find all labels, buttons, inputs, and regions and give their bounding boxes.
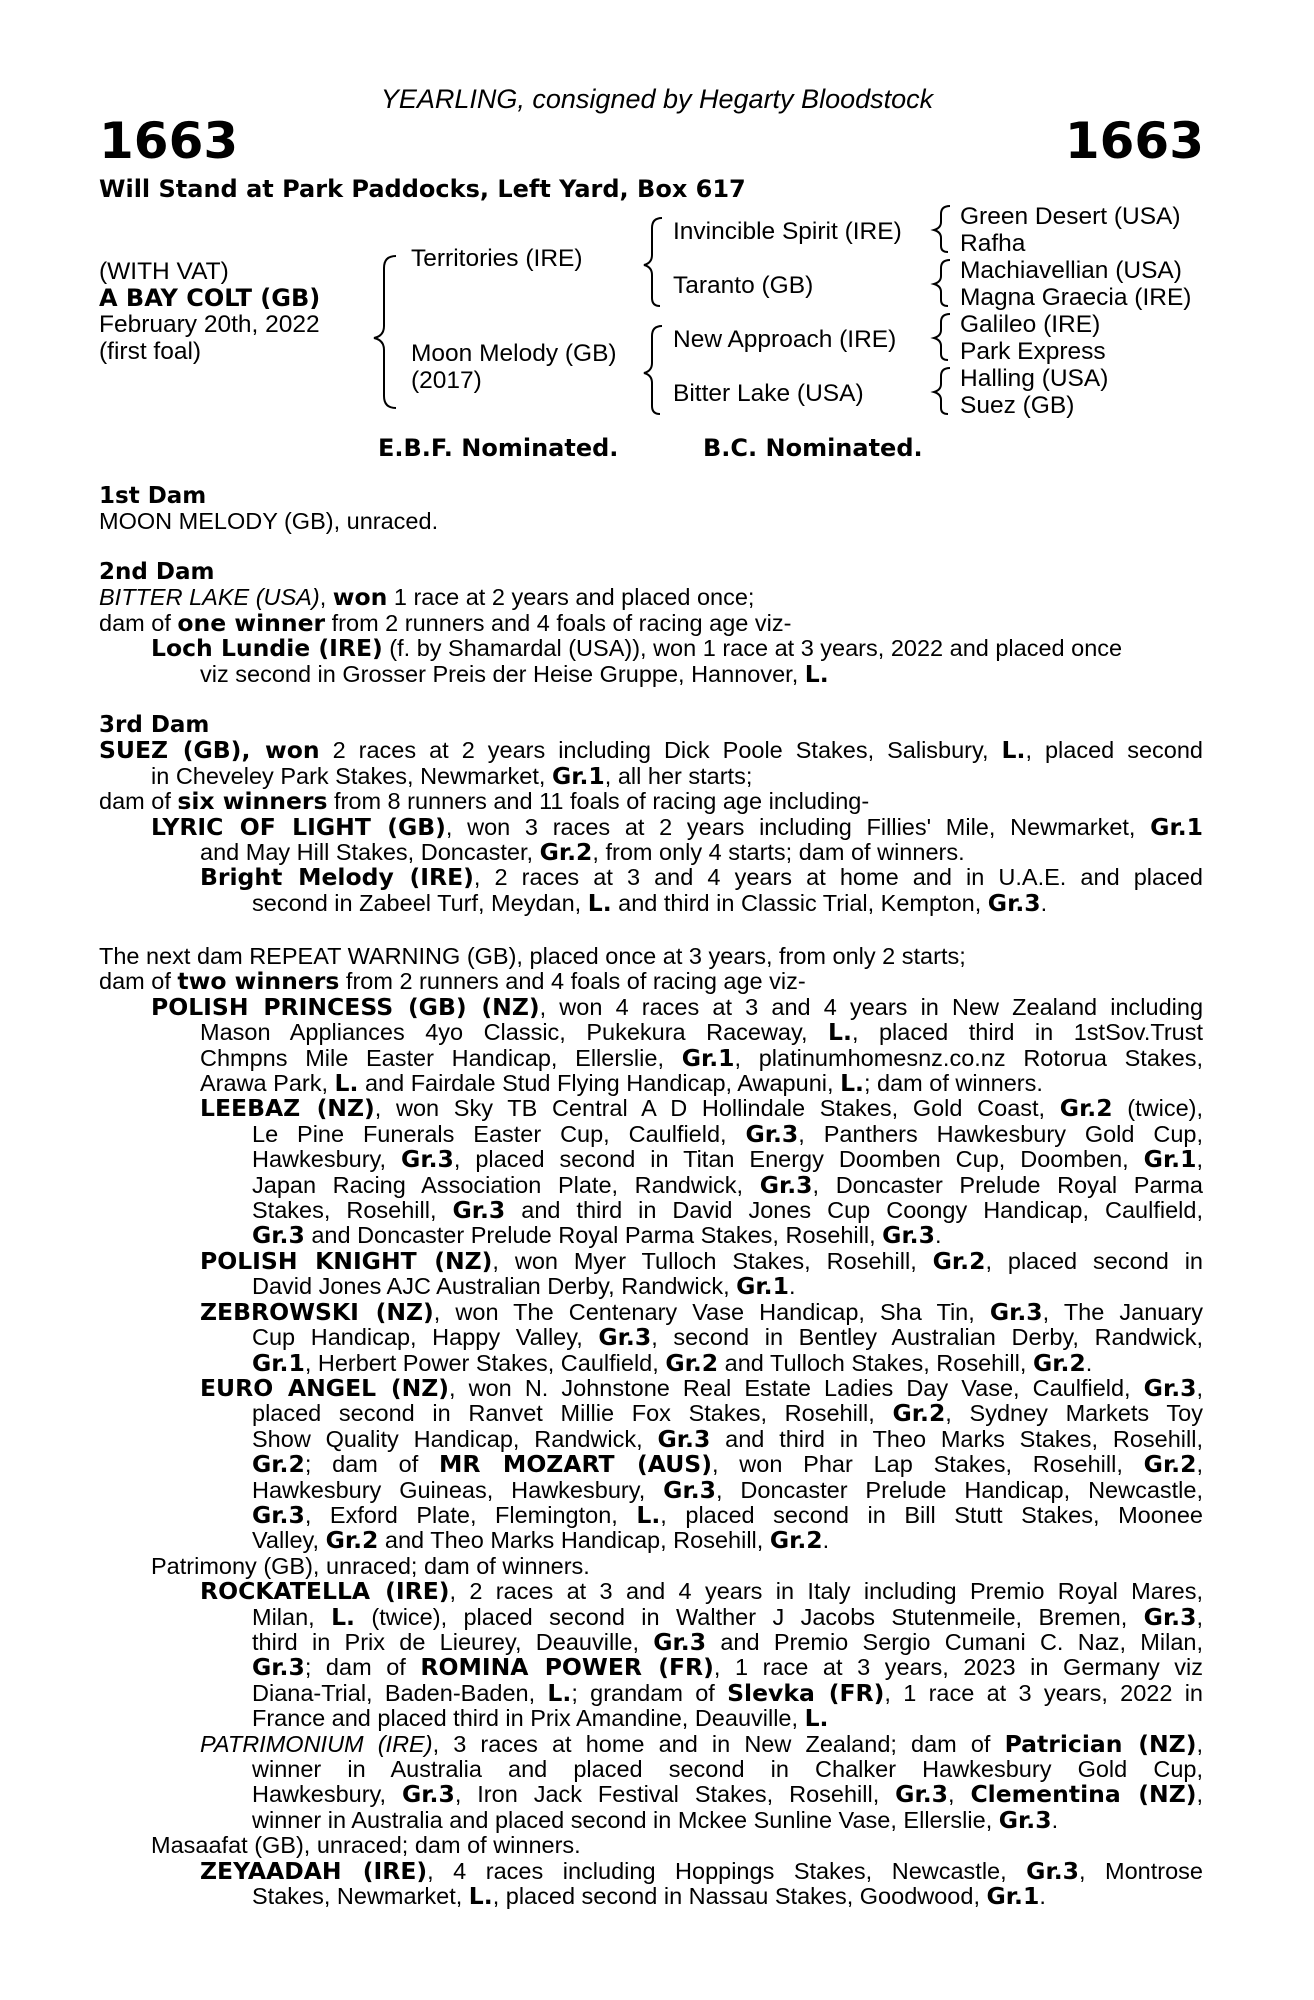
second-dam-line-2: dam of one winner from 2 runners and 4 foals of racing age viz- xyxy=(99,608,792,637)
third-dam-line-1: SUEZ (GB), won 2 races at 2 years including Dick Poole Stakes, Salisbury, L., placed second xyxy=(99,736,1203,765)
dam-dam: Bitter Lake (USA) xyxy=(673,380,864,407)
ebf-nomination: E.B.F. Nominated. xyxy=(378,434,619,462)
progeny-lyric-of-light-cont: and May Hill Stakes, Doncaster, Gr.2, from only 4 starts; dam of winners. xyxy=(200,838,965,867)
third-dam-section xyxy=(99,713,1203,916)
leebaz-l6: Gr.3 and Doncaster Prelude Royal Parma Stakes, Rosehill, Gr.3. xyxy=(252,1221,942,1250)
stand-location: Will Stand at Park Paddocks, Left Yard, Box 617 xyxy=(99,175,746,203)
polish-princess-l4: Arawa Park, L. and Fairdale Stud Flying Handicap, Awapuni, L.; dam of winners. xyxy=(200,1069,1043,1098)
horse-name: A BAY COLT (GB) xyxy=(99,284,321,312)
dam-sire: New Approach (IRE) xyxy=(673,326,897,353)
next-dam-line-1: The next dam REPEAT WARNING (GB), placed once at 3 years, from only 2 starts; xyxy=(99,943,966,969)
ancestor-3: Machiavellian (USA) xyxy=(960,257,1182,284)
progeny-polish-princess: POLISH PRINCESS (GB) (NZ), won 4 races at 3 and 4 years in New Zealand including xyxy=(151,992,1204,1021)
zeyaadah-l2: Stakes, Newmarket, L., placed second in Nassau Stakes, Goodwood, Gr.1. xyxy=(252,1882,1046,1911)
ancestor-2: Rafha xyxy=(960,230,1026,257)
ancestor-8: Suez (GB) xyxy=(960,392,1075,419)
sire-sire: Invincible Spirit (IRE) xyxy=(673,218,902,245)
lot-number-right: 1663 xyxy=(1064,112,1204,170)
patrimonium-l2: winner in Australia and placed second in Chalker Hawkesbury Gold Cup, xyxy=(252,1756,1203,1782)
patrimonium-l3: Hawkesbury, Gr.3, Iron Jack Festival Stakes, Rosehill, Gr.3, Clementina (NZ), xyxy=(252,1780,1204,1809)
first-dam-section xyxy=(99,484,1203,535)
masaafat-line: Masaafat (GB), unraced; dam of winners. xyxy=(151,1832,581,1859)
third-dam-title: 3rd Dam xyxy=(99,712,210,738)
consignment-subtitle: YEARLING, consigned by Hegarty Bloodstock xyxy=(380,84,934,114)
euro-angel-l6: Gr.3, Exford Plate, Flemington, L., placed second in Bill Stutt Stakes, Moonee xyxy=(252,1500,1204,1529)
next-dam-section xyxy=(99,944,1203,1909)
progeny-patrimonium: PATRIMONIUM (IRE), 3 races at home and in New Zealand; dam of Patrician (NZ), xyxy=(200,1729,1203,1758)
third-dam-line-2: in Cheveley Park Stakes, Newmarket, Gr.1, all her starts; xyxy=(151,761,753,790)
dam-year: (2017) xyxy=(411,367,482,394)
euro-angel-l3: Show Quality Handicap, Randwick, Gr.3 and third in Theo Marks Stakes, Rosehill, xyxy=(252,1424,1203,1453)
vat-note: (WITH VAT) xyxy=(99,258,229,285)
dam-name: Moon Melody (GB) xyxy=(411,340,617,367)
progeny-bright-melody: Bright Melody (IRE), 2 races at 3 and 4 years at home and in U.A.E. and placed xyxy=(200,863,1203,892)
third-dam-line-3: dam of six winners from 8 runners and 11 foals of racing age including- xyxy=(99,787,870,816)
leebaz-l2: Le Pine Funerals Easter Cup, Caulfield, Gr.3, Panthers Hawkesbury Gold Cup, xyxy=(252,1119,1203,1148)
ancestor-4: Magna Graecia (IRE) xyxy=(960,284,1192,311)
rockatella-l3: third in Prix de Lieurey, Deauville, Gr.3 and Premio Sergio Cumani C. Naz, Milan, xyxy=(252,1627,1203,1656)
ancestor-5: Galileo (IRE) xyxy=(960,311,1101,338)
leebaz-l5: Stakes, Rosehill, Gr.3 and third in David Jones Cup Coongy Handicap, Caulfield, xyxy=(252,1196,1203,1225)
next-dam-line-2: dam of two winners from 2 runners and 4 foals of racing age viz- xyxy=(99,967,806,996)
zebrowski-l2: Cup Handicap, Happy Valley, Gr.3, second in Bentley Australian Derby, Randwick, xyxy=(252,1323,1203,1352)
patrimony-line: Patrimony (GB), unraced; dam of winners. xyxy=(151,1552,590,1579)
progeny-lyric-of-light: LYRIC OF LIGHT (GB), won 3 races at 2 years including Fillies' Mile, Newmarket, Gr.1 xyxy=(151,812,1203,841)
progeny-euro-angel: EURO ANGEL (NZ), won N. Johnstone Real Estate Ladies Day Vase, Caulfield, Gr.3, xyxy=(200,1373,1204,1402)
ancestor-1: Green Desert (USA) xyxy=(960,203,1181,230)
ancestor-6: Park Express xyxy=(960,338,1106,365)
progeny-loch-lundie: Loch Lundie (IRE) (f. by Shamardal (USA)), won 1 race at 3 years, 2022 and placed once xyxy=(151,634,1123,663)
progeny-zebrowski: ZEBROWSKI (NZ), won The Centenary Vase Handicap, Sha Tin, Gr.3, The January xyxy=(200,1297,1204,1326)
polish-princess-l3: Chmpns Mile Easter Handicap, Ellerslie, Gr.1, platinumhomesnz.co.nz Rotorua Stakes, xyxy=(200,1043,1204,1072)
progeny-loch-lundie-cont: viz second in Grosser Preis der Heise Gruppe, Hannover, L. xyxy=(200,659,829,688)
euro-angel-l2: placed second in Ranvet Millie Fox Stakes, Rosehill, Gr.2, Sydney Markets Toy xyxy=(252,1399,1203,1428)
second-dam-title: 2nd Dam xyxy=(99,559,215,585)
foaling-date: February 20th, 2022 xyxy=(99,311,320,338)
euro-angel-l7: Valley, Gr.2 and Theo Marks Handicap, Rosehill, Gr.2. xyxy=(252,1526,830,1555)
first-dam-title: 1st Dam xyxy=(99,483,207,509)
rockatella-l6: France and placed third in Prix Amandine, Deauville, L. xyxy=(252,1704,829,1733)
polish-knight-l2: David Jones AJC Australian Derby, Randwick, Gr.1. xyxy=(252,1272,796,1301)
progeny-leebaz: LEEBAZ (NZ), won Sky TB Central A D Hollindale Stakes, Gold Coast, Gr.2 (twice), xyxy=(200,1094,1204,1123)
euro-angel-l5: Hawkesbury Guineas, Hawkesbury, Gr.3, Doncaster Prelude Handicap, Newcastle, xyxy=(252,1475,1203,1504)
progeny-rockatella: ROCKATELLA (IRE), 2 races at 3 and 4 years in Italy including Premio Royal Mares, xyxy=(200,1577,1204,1606)
second-dam-line-1: BITTER LAKE (USA), won 1 race at 2 years and placed once; xyxy=(99,583,755,612)
euro-angel-l4: Gr.2; dam of MR MOZART (AUS), won Phar Lap Stakes, Rosehill, Gr.2, xyxy=(252,1450,1203,1479)
ancestor-7: Halling (USA) xyxy=(960,365,1109,392)
progeny-polish-knight: POLISH KNIGHT (NZ), won Myer Tulloch Stakes, Rosehill, Gr.2, placed second in xyxy=(200,1246,1203,1275)
rockatella-l2: Milan, L. (twice), placed second in Walther J Jacobs Stutenmeile, Bremen, Gr.3, xyxy=(252,1602,1203,1631)
lot-number-left: 1663 xyxy=(99,112,239,170)
progeny-zeyaadah: ZEYAADAH (IRE), 4 races including Hoppings Stakes, Newcastle, Gr.3, Montrose xyxy=(200,1856,1203,1885)
polish-princess-l2: Mason Appliances 4yo Classic, Pukekura Raceway, L., placed third in 1stSov.Trust xyxy=(200,1018,1203,1047)
bc-nomination: B.C. Nominated. xyxy=(703,434,923,462)
leebaz-l3: Hawkesbury, Gr.3, placed second in Titan Energy Doomben Cup, Doomben, Gr.1, xyxy=(252,1145,1203,1174)
sire-dam: Taranto (GB) xyxy=(673,272,814,299)
rockatella-l4: Gr.3; dam of ROMINA POWER (FR), 1 race at 3 years, 2023 in Germany viz xyxy=(252,1653,1203,1682)
second-dam-section xyxy=(99,560,1203,687)
first-dam-text: MOON MELODY (GB), unraced. xyxy=(99,508,439,535)
progeny-bright-melody-cont: second in Zabeel Turf, Meydan, L. and third in Classic Trial, Kempton, Gr.3. xyxy=(252,888,1048,917)
patrimonium-l4: winner in Australia and placed second in Mckee Sunline Vase, Ellerslie, Gr.3. xyxy=(252,1805,1059,1834)
foal-note: (first foal) xyxy=(99,338,202,365)
leebaz-l4: Japan Racing Association Plate, Randwick, Gr.3, Doncaster Prelude Royal Parma xyxy=(252,1170,1203,1199)
zebrowski-l3: Gr.1, Herbert Power Stakes, Caulfield, Gr.2 and Tulloch Stakes, Rosehill, Gr.2. xyxy=(252,1348,1093,1377)
rockatella-l5: Diana-Trial, Baden-Baden, L.; grandam of Slevka (FR), 1 race at 3 years, 2022 in xyxy=(252,1678,1203,1707)
sire-name: Territories (IRE) xyxy=(411,245,583,272)
